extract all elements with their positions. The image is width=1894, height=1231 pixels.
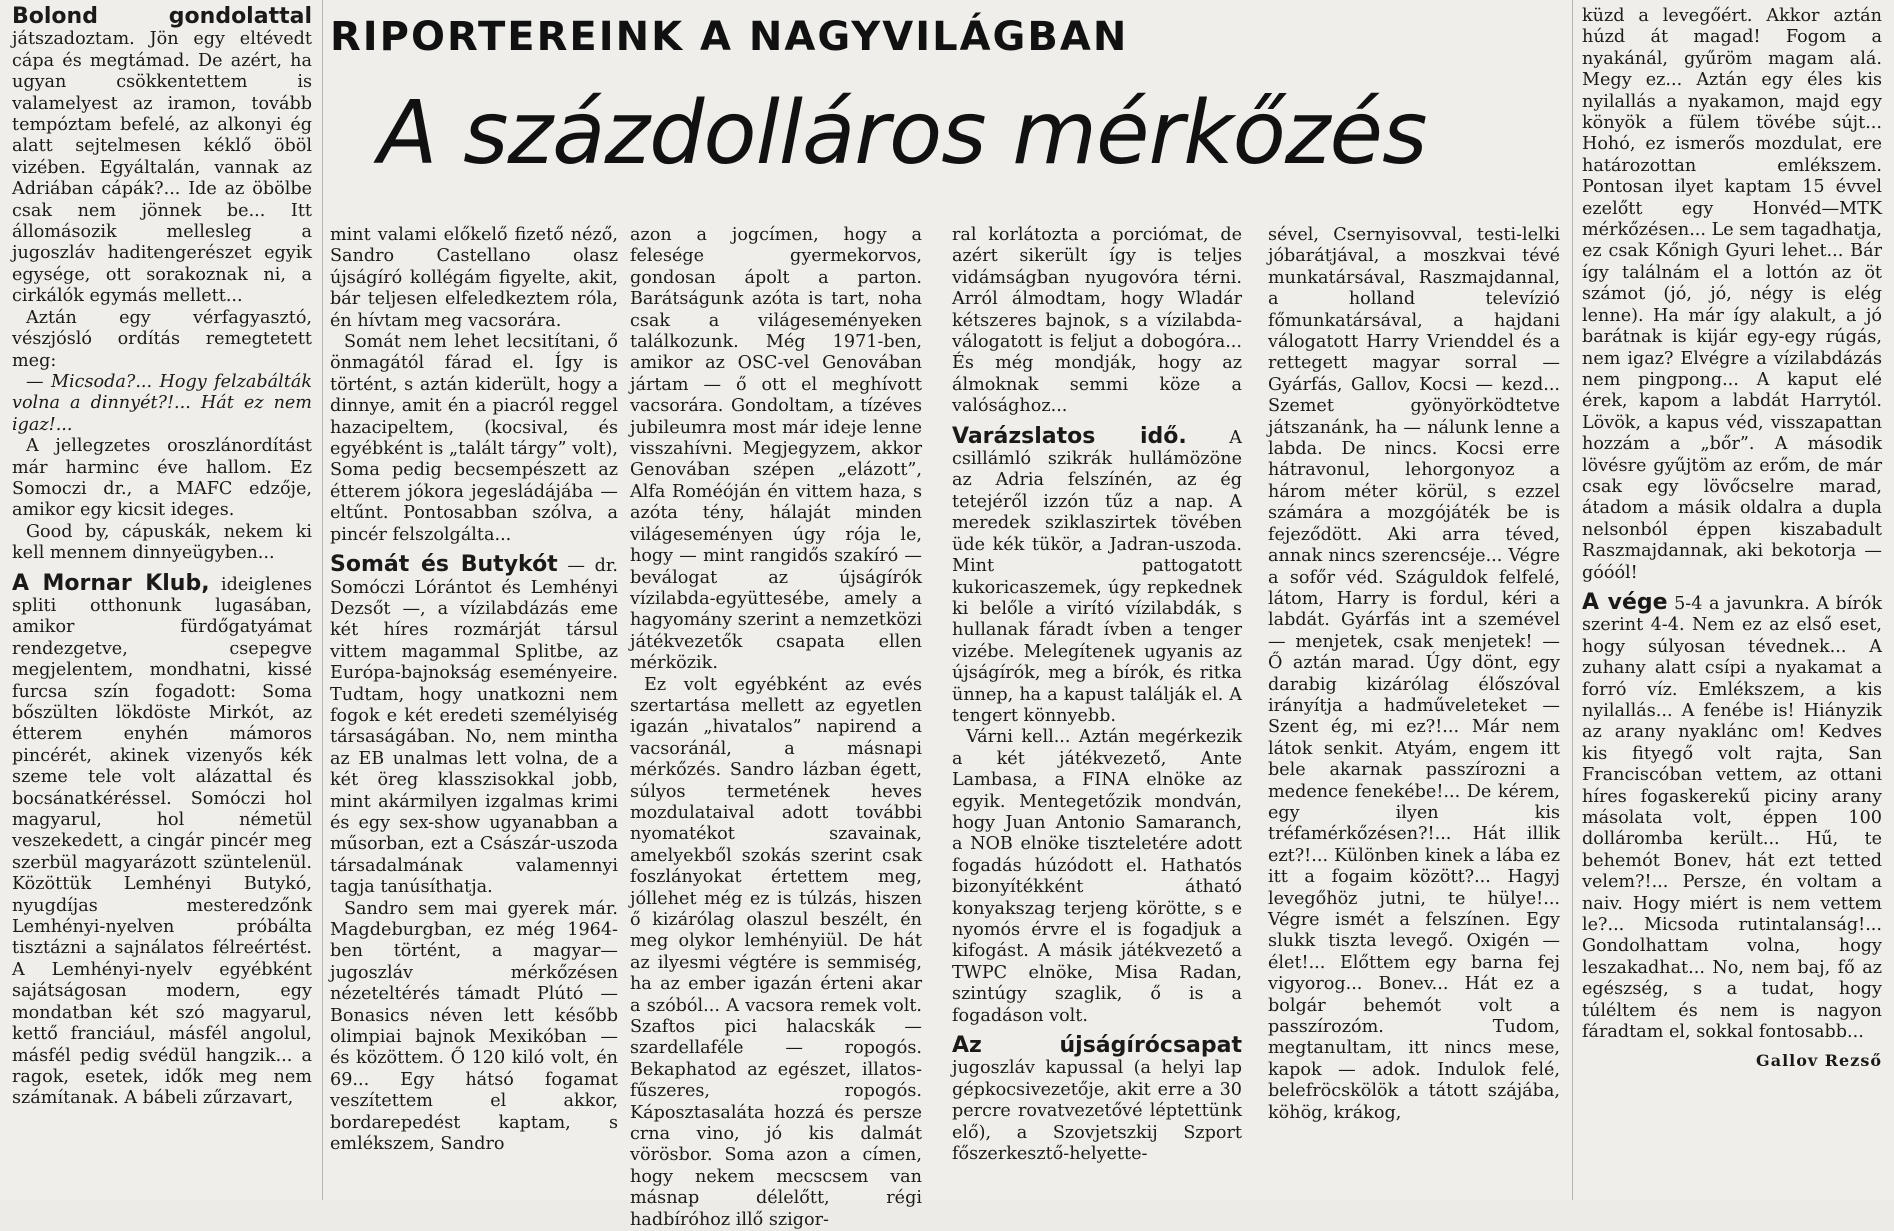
section-kicker: RIPORTEREINK A NAGYVILÁGBAN [330,14,1129,60]
paragraph: ral korlátozta a porciómat, de azért sikerült így is teljes vidámságban nyugovóra térni. Arról álmodtam, hogy Wladár kétszeres bajnok, s a vízilabda-válogatott is feljut a dobogóra... És még mondják, hogy az álmoknak semmi köze a valósághoz... [952,225,1242,417]
paragraph: Ez volt egyébként az evés szertartása mellett az egyetlen igazán „hivatalos” napirend a vacsoránál, a másnapi mérkőzés. Sandro lázban égett, súlyos termetének heves mozdulataival adott további nyomatékot szavainak, amelyekből szokás szerint csak foszlányokat értettem meg, jóllehet még ez is túlzás, hiszen ő kizárólag olaszul beszélt, én meg olykor lemhényiül. De hát az ilyesmi végtére is semmiség, ha az ember igazán érteni akar a szóból... A vacsora remek volt. Szaftos pici halacskák — szardellaféle — ropogós. Bekaphatod az egészet, illatos-fűszeres, ropogós. Káposztasaláta hozzá és persze crna vino, jó kis dalmát vörösbor. Soma azon a címen, hogy nekem mecscsem van másnap délelőtt, régi hadbíróhoz illő szigor- [630,674,922,1230]
paragraph-text: 5-4 a javunkra. A bírók szerint 4-4. Nem ez az első eset, hogy súlyosan tévednek... A zuhany alatt csípi a nyakamat a forró víz. Emlékszem, a kis nyilallás... A fenébe is! Hiányzik az arany nyaklánc om! Kedves kis fityegő volt rajta, San Franciscóban vettem, az ottani híres fogaskerekű piciny arany másolata volt, éppen 100 dolláromba került... Hű, te behemót Bonev, hát ezt tetted velem?!... Persze, én voltam a naiv. Hogy miért is nem vettem le?... Micsoda rutintalanság!... Gondolhattam volna, hogy leszakadhat... No, nem baj, fő az egészség, s a tudat, hogy túléltem és nem is nagyon fáradtam el, sokkal fontosabb... [1582,593,1882,1043]
subheading: A vége [1582,589,1668,615]
paragraph: azon a jogcímen, hogy a felesége gyermekorvos, gondosan ápolt a parton. Barátságunk azóta is tart, noha csak a világeseményeken találkozunk. Még 1971-ben, amikor az OSC-vel Genovában jártam — ő ott el meghívott vacsorára. Gondoltam, a tízéves jubileumra most már ideje lenne visszahívni. Megjegyzem, akkor Genovában szépen „elázott”, Alfa Roméóján én vittem haza, s azóta tény, hálaját minden világeseményen úgy rója le, hogy — mint rangidős szakíró — beválogat az újságírók vízilabda-együttesébe, amely a hagyomány szerint a nemzetközi játékvezetők csapata ellen mérközik. [630,225,922,674]
subheading: Varázslatos idő. [952,423,1187,449]
paragraph: A jellegzetes oroszlánordítást már harminc éve hallom. Ez Somoczi dr., a MAFC edzője, amikor egy kicsit ideges. [12,436,312,521]
column-3 [630,225,922,1230]
author-signature: Gallov Rezső [1756,1050,1882,1070]
column-6 [1582,6,1882,1201]
paragraph: sével, Csernyisovval, testi-lelki jóbarátjával, a moszkvai tévé munkatársával, Raszmajdannal, a holland televízió főmunkatársával, a hajdani válogatott Harry Vrienddel és a rettegett magyar sorral — Gyárfás, Gallov, Kocsi — kezd... Szemet gyönyörködtetve játszanánk, ha — nálunk lenne a labda. De nincs. Kocsi erre hátravonul, lehorgonyoz a három méter körül, s ezzel számára a mozgójáték be is fejeződött. Aki arra téved, annak nincs szerencséje... Végre a sofőr véd. Száguldok felfelé, látom, Harry is fordul, kéri a labdát. Gyárfás int a szemével — menjetek, csak menjetek! — Ő aztán marad. Úgy dönt, egy darabig kizárólag élőszóval irányítja a hadműveleteket — Szent ég, mi ez?!... Már nem látok senkit. Atyám, engem itt bele akarnak passzírozni a medence fenekébe!... De kérem, egy ilyen kis tréfamérkőzésen?!... Hát illik ezt?!... Különben kinek a lába ez itt a fogaim között?... Hagyj levegőhöz jutni, te hülye!... Végre ismét a felszínen. Egy slukk tiszta levegő. Oxigén — élet!... Előttem egy barna fej vigyorog... Bonev... Hát ez a bolgár behemót volt a passzírozóm. Tudom, megtanultam, itt nincs mese, kapok — adok. Indulok felé, belefröcskölök a tátott szájába, köhög, krákog, [1268,225,1560,1123]
paragraph [330,554,618,899]
paragraph-text: jugoszláv kapussal (a helyi lap gépkocsivezetője, akit erre a 30 percre rovatvezetővé léptettünk elő), a Szovjetszkij Szport főszerkesztő-helyette- [952,1058,1242,1165]
paragraph: Sandro sem mai gyerek már. Magdeburgban, ez még 1964-ben történt, a magyar—jugoszláv mérkőzésen nézeteltérés támadt Plútó — Bonasics néven lett később olimpiai bajnok Mexikóban — és közöttem. Ő 120 kiló volt, én 69... Egy hátsó fogamat veszítettem el akkor, bordarepedést kaptam, s emlékszem, Sandro [330,898,618,1155]
column-4 [952,225,1242,1190]
paragraph-text: ideiglenes spliti otthonunk lugasában, amikor fürdőgatyámat rendezgetve, csepegve megjelentem, mondhatni, kissé furcsa szín fogadott: Soma bőszülten lökdöste Mirkót, az étterem enyhén mámoros pincérét, akinek vizenyős kék szeme tele volt alázattal és bocsánatkéréssel. Somóczi hol magyarul, hol németül veszekedett, a cingár pincér meg szerbül magyarázott szüntelenül. Közöttük Lemhényi Butykó, nyugdíjas mesteredzőnk Lemhényi-nyelven próbálta tisztázni a sajnálatos félreértést. A Lemhényi-nyelv egyébként sajátságosan modern, egy mondatban két szó magyarul, kettő franciául, másfél angolul, másfél pedig svédül hangzik... a ragok, esetek, idők meg nem számítanak. A bábeli zűrzavart, [12,574,312,1109]
paragraph: mint valami előkelő fizető néző, Sandro Castellano olasz újságíró kollégám figyelte, akit, bár teljesen elfeledkeztem róla, én hívtam meg vacsorára. [330,225,618,331]
column-rule [322,0,323,1200]
subheading: Somát és Butykót [330,552,558,578]
paragraph-text: — dr. Somóczi Lórántot és Lemhényi Dezsőt —, a vízilabdázás eme két híres rozmárját társul vittem magammal Splitbe, az Európa-bajnokság eseményeire. Tudtam, hogy unatkozni nem fogok e két eredeti személyiség társaságában. No, nem mintha az EB unalmas lett volna, de a két öreg klasszisokkal jobb, mint akármilyen izgalmas krimi és egy sex-show ugyanabban a műsorban, ezt a Császár-uszoda társadalmának valamennyi tagja tanúsíthatja. [330,556,618,898]
paragraph-text: A csillámló szikrák hullámözöne az Adria felszínén, az ég tetejéről izzón tűz a nap. A meredek sziklaszirtek tövében üde kék tükör, a Jadran-uszoda. Mint pattogatott kukoricaszemek, úgy repkednek ki belőle a virító vízilabdák, s hullanak fáradt ívben a tenger vizébe. Melegítenek ugyanis az újságírók, meg a bírók, és ritka ünnep, ha a kapust találják el. A tengert könnyebb. [952,427,1243,726]
column-rule [1572,0,1573,1200]
paragraph [952,1035,1242,1165]
paragraph: Aztán egy vérfagyasztó, vészjósló ordítás remegtetett meg: [12,307,312,371]
paragraph: Somát nem lehet lecsitítani, ő önmagától fárad el. Így is történt, s aztán kiderült, hogy a dinnye, amit én a piacról reggel hazacipeltem, (kocsival, és egyébként is „talált tárgy” volt), Soma pedig becsempészett az étterem jókora jegesládájába — eltűnt. Pontosabban szólva, a pincér felszolgálta... [330,332,618,545]
paragraph: küzd a levegőért. Akkor aztán húzd át magad! Fogom a nyakánál, gyűröm magam alá. Megy ez... Aztán egy éles kis nyilallás a nyakamon, majd egy könyök a fülem tövébe sújt... Hohó, ez ismerős mozdulat, ere határozottan emlékszem. Pontosan ilyet kaptam 15 évvel ezelőtt egy Honvéd—MTK mérkőzésen... Le sem tagadhatja, ez csak Kőnigh Gyuri lehet... Bár így találnám el a lottón az öt számot (jó, jó, négy is elég lenne). Ha már így alakult, a jó barátnak is kijár egy-egy rúgás, nem igaz? Elvégre a vízilabdázás nem pingpong... A kaput elé érek, kapom a labdát Harrytól. Lövök, a kapus véd, visszapattan hozzám a „bőr”. A második lövésre gyűjtöm az erőm, de már csak egy lövőcselre marad, átadom a másik oldalra a dupla nelsonból éppen kiszabadult Raszmajdannak, aki bekotorja — góóól! [1582,6,1882,583]
paragraph [12,570,312,1110]
paragraph [1582,589,1882,1044]
paragraph [12,6,312,308]
quote-text: — Micsoda?... Hogy felzabálták volna a dinnyét?!... Hát ez nem igaz!... [12,371,312,435]
paragraph: Várni kell... Aztán megérkezik a két játékvezető, Ante Lambasa, a FINA elnöke az egyik. Mentegetőzik mondván, hogy Juan Antonio Samaranch, a NOB elnöke tiszteletére adott fogadás húzódott el. Hathatós bizonyítékként átható konyakszag terjeng körötte, s e nyomós érvre el is fogadjuk a kifogást. A másik játékvezető a TWPC elnöke, Misa Radan, szintúgy szaglik, ő is a fogadáson volt. [952,727,1242,1026]
paragraph-text: játszadoztam. Jön egy eltévedt cápa és megtámad. De azért, ha ugyan csökkentettem is valamelyest az iramon, tovább tempóztam befelé, az alkonyi ég alatt sejtelmesen kéklő öböl vizében. Egyáltalán, vannak az Adriában cápák?... Ide az öbölbe csak nem jönnek be... Itt állomásozik mellesleg a jugoszláv haditengerészet egyik egysége, ott sorakoznak ni, a cirkálók egymás mellett... [12,29,312,307]
paragraph [952,423,1243,728]
subheading: Bolond gondolattal [12,4,312,29]
column-2 [330,225,618,1190]
paragraph [12,372,312,436]
column-1 [12,6,312,1201]
column-5 [1268,225,1560,1190]
subheading: Az újságírócsapat [952,1033,1242,1059]
article-headline: A százdolláros mérkőzés [378,82,1427,184]
subheading: A Mornar Klub, [12,570,210,596]
paragraph: Good by, cápuskák, nekem ki kell mennem dinnyeügyben... [12,521,312,564]
